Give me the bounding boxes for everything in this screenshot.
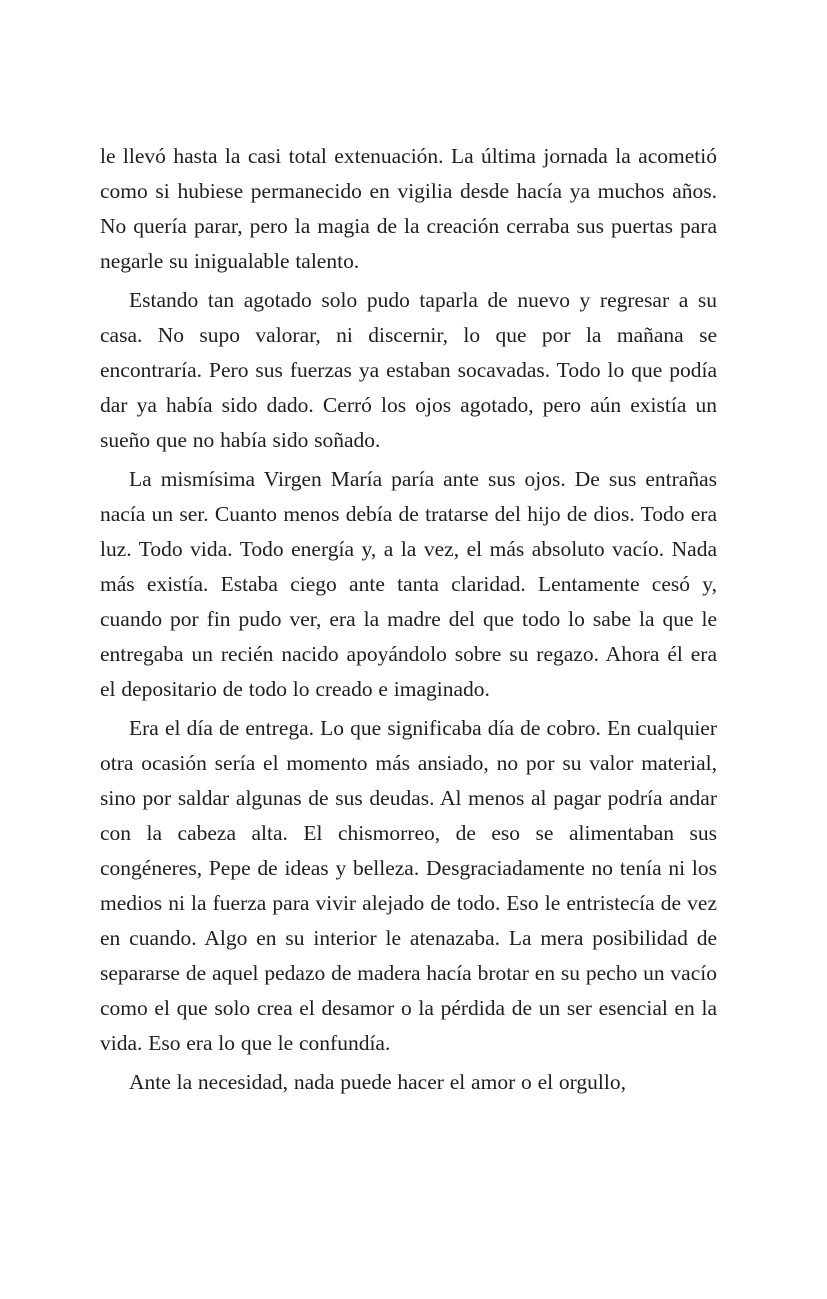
paragraph: Estando tan agotado solo pudo taparla de nuevo y regresar a su casa. No supo valorar, ni discernir, lo que por la mañana se encontraría. Pero sus fuerzas ya estaban socavadas. Todo lo que podía dar ya había sido dado. Cerró los ojos agotado, pero aún existía un sueño que no había sido soñado. <box>100 288 717 452</box>
paragraph: le llevó hasta la casi total extenuación. La última jornada la acometió como si hubiese permanecido en vigilia desde hacía ya muchos años. No quería parar, pero la magia de la creación cerraba sus puertas para negarle su inigualable talento. <box>100 144 717 273</box>
paragraph: La mismísima Virgen María paría ante sus ojos. De sus entrañas nacía un ser. Cuanto menos debía de tratarse del hijo de dios. Todo era luz. Todo vida. Todo energía y, a la vez, el más absoluto vacío. Nada más existía. Estaba ciego ante tanta claridad. Lentamente cesó y, cuando por fin pudo ver, era la madre del que todo lo sabe la que le entregaba un recién nacido apoyándolo sobre su regazo. Ahora él era el depositario de todo lo creado e imaginado. <box>100 467 717 701</box>
paragraph: Era el día de entrega. Lo que significaba día de cobro. En cualquier otra ocasión sería el momento más ansiado, no por su valor material, sino por saldar algunas de sus deudas. Al menos al pagar podría andar con la cabeza alta. El chismorreo, de eso se alimentaban sus congéneres, Pepe de ideas y belleza. Desgraciadamente no tenía ni los medios ni la fuerza para vivir alejado de todo. Eso le entristecía de vez en cuando. Algo en su interior le atenazaba. La mera posibilidad de separarse de aquel pedazo de madera hacía brotar en su pecho un vacío como el que solo crea el desamor o la pérdida de un ser esencial en la vida. Eso era lo que le confundía. <box>100 716 717 1055</box>
text-column <box>100 139 717 1104</box>
paragraph: Ante la necesidad, nada puede hacer el amor o el orgullo, <box>129 1070 627 1094</box>
